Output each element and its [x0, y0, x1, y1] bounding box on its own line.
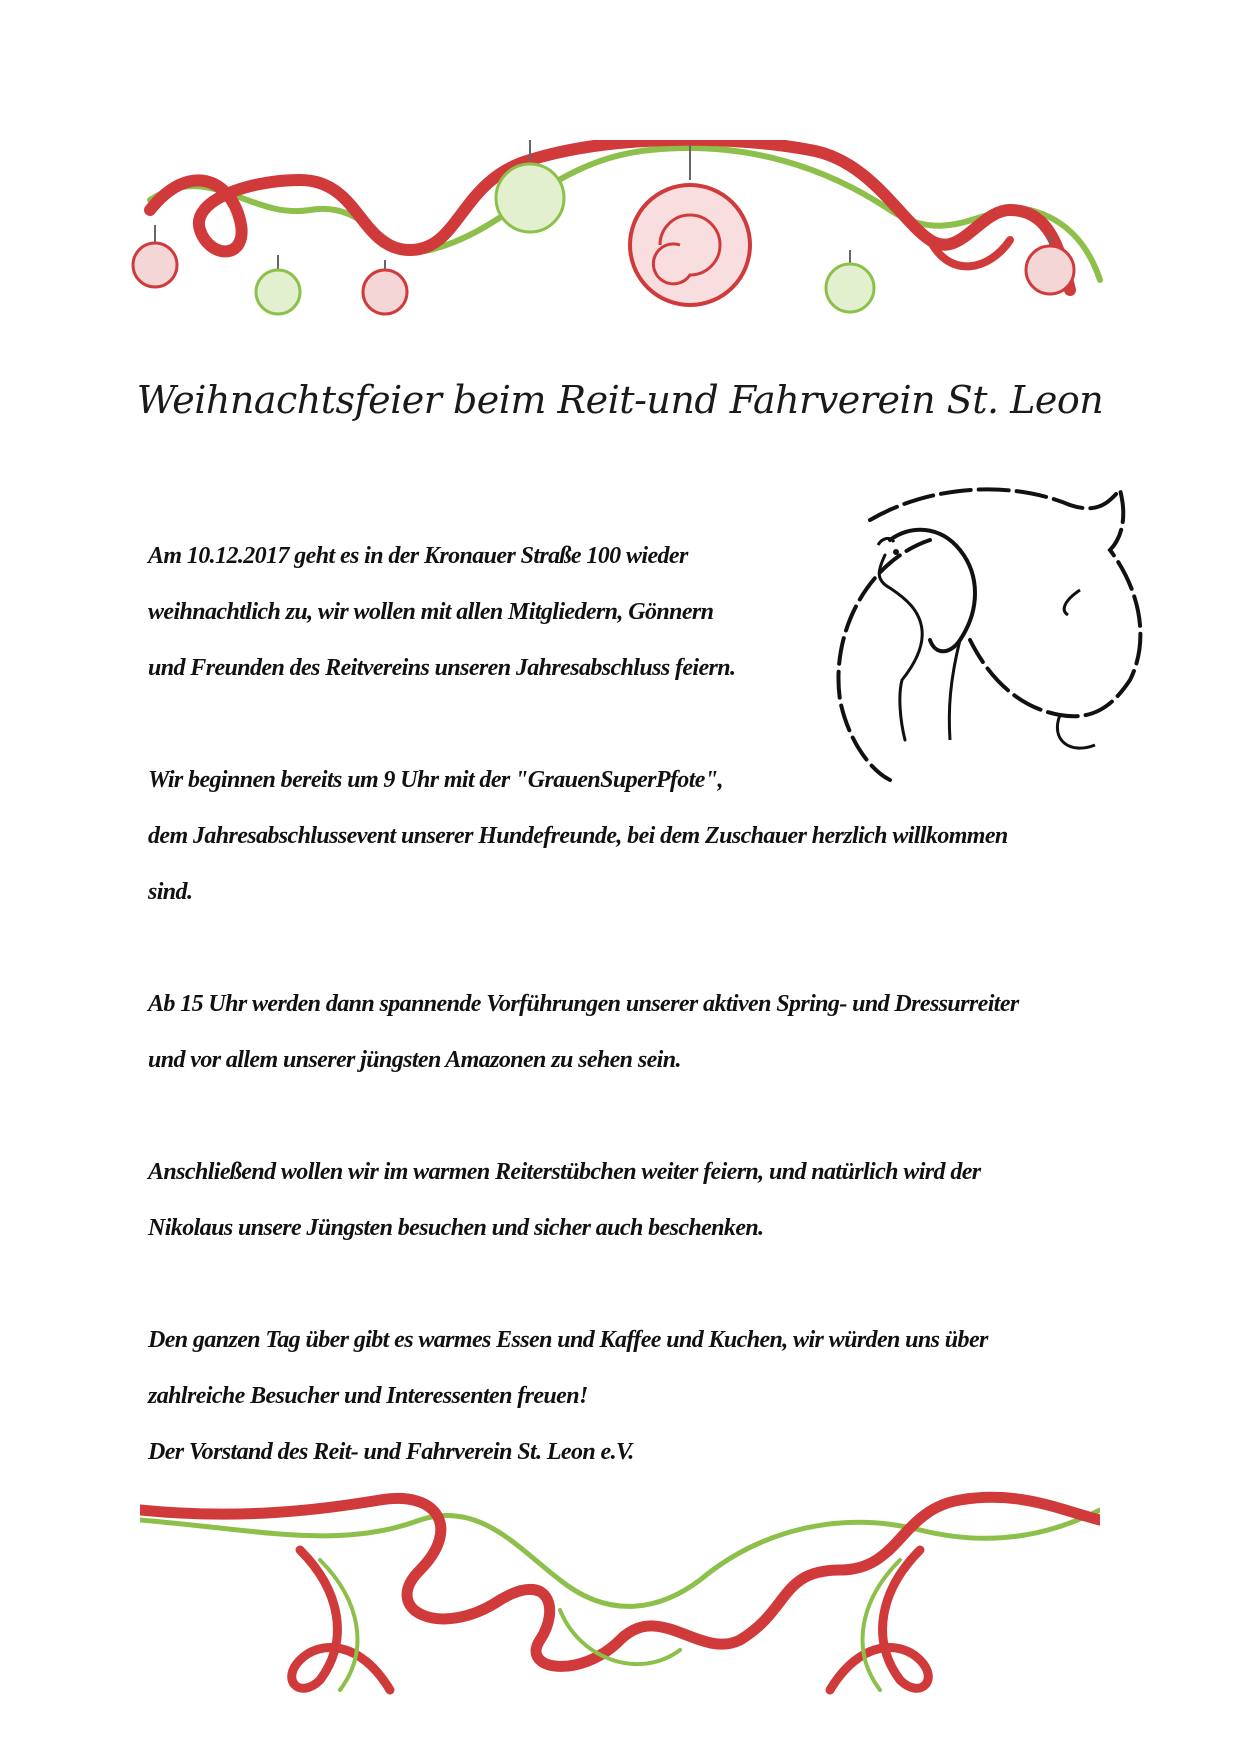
text-line: Wir beginnen bereits um 9 Uhr mit der "GrauenSuperPfote", [148, 767, 723, 793]
text-line: Den ganzen Tag über gibt es warmes Essen und Kaffee und Kuchen, wir würden uns über [148, 1327, 988, 1353]
christmas-ornament-icon [630, 145, 750, 305]
text-line: und vor allem unserer jüngsten Amazonen zu sehen sein. [148, 1047, 681, 1073]
red-ribbon [150, 140, 1070, 290]
paragraph-4 [148, 1144, 1128, 1256]
paragraph-5 [148, 1312, 1128, 1480]
paragraph-1 [148, 528, 1128, 696]
green-ribbon [150, 148, 1100, 280]
christmas-ornament-icon [133, 225, 177, 287]
ornament-garland-top [130, 140, 1110, 360]
christmas-ornament-icon [363, 260, 407, 314]
text-line: sind. [148, 879, 193, 905]
christmas-ornament-icon [1026, 235, 1074, 294]
paragraph-3 [148, 976, 1128, 1088]
signature-line: Der Vorstand des Reit- und Fahrverein St. Leon e.V. [148, 1439, 634, 1465]
christmas-ornament-icon [256, 255, 300, 314]
text-line: dem Jahresabschlussevent unserer Hundefreunde, bei dem Zuschauer herzlich willkommen [148, 823, 1008, 849]
text-line: zahlreiche Besucher und Interessenten freuen! [148, 1383, 588, 1409]
text-line: Am 10.12.2017 geht es in der Kronauer Straße 100 wieder [148, 543, 688, 569]
text-line: Nikolaus unsere Jüngsten besuchen und sicher auch beschenken. [148, 1215, 764, 1241]
text-line: weihnachtlich zu, wir wollen mit allen Mitgliedern, Gönnern [148, 599, 714, 625]
text-line: Anschließend wollen wir im warmen Reiterstübchen weiter feiern, und natürlich wird der [148, 1159, 981, 1185]
invitation-text [148, 528, 1128, 1480]
christmas-ornament-icon [826, 250, 874, 312]
text-line: und Freunden des Reitvereins unseren Jahresabschluss feiern. [148, 655, 736, 681]
text-line: Ab 15 Uhr werden dann spannende Vorführungen unserer aktiven Spring- und Dressurreiter [148, 991, 1019, 1017]
ribbon-garland-bottom [140, 1490, 1100, 1730]
paragraph-2 [148, 752, 1128, 920]
page-title: Weihnachtsfeier beim Reit-und Fahrverein St. Leon [136, 378, 1104, 422]
